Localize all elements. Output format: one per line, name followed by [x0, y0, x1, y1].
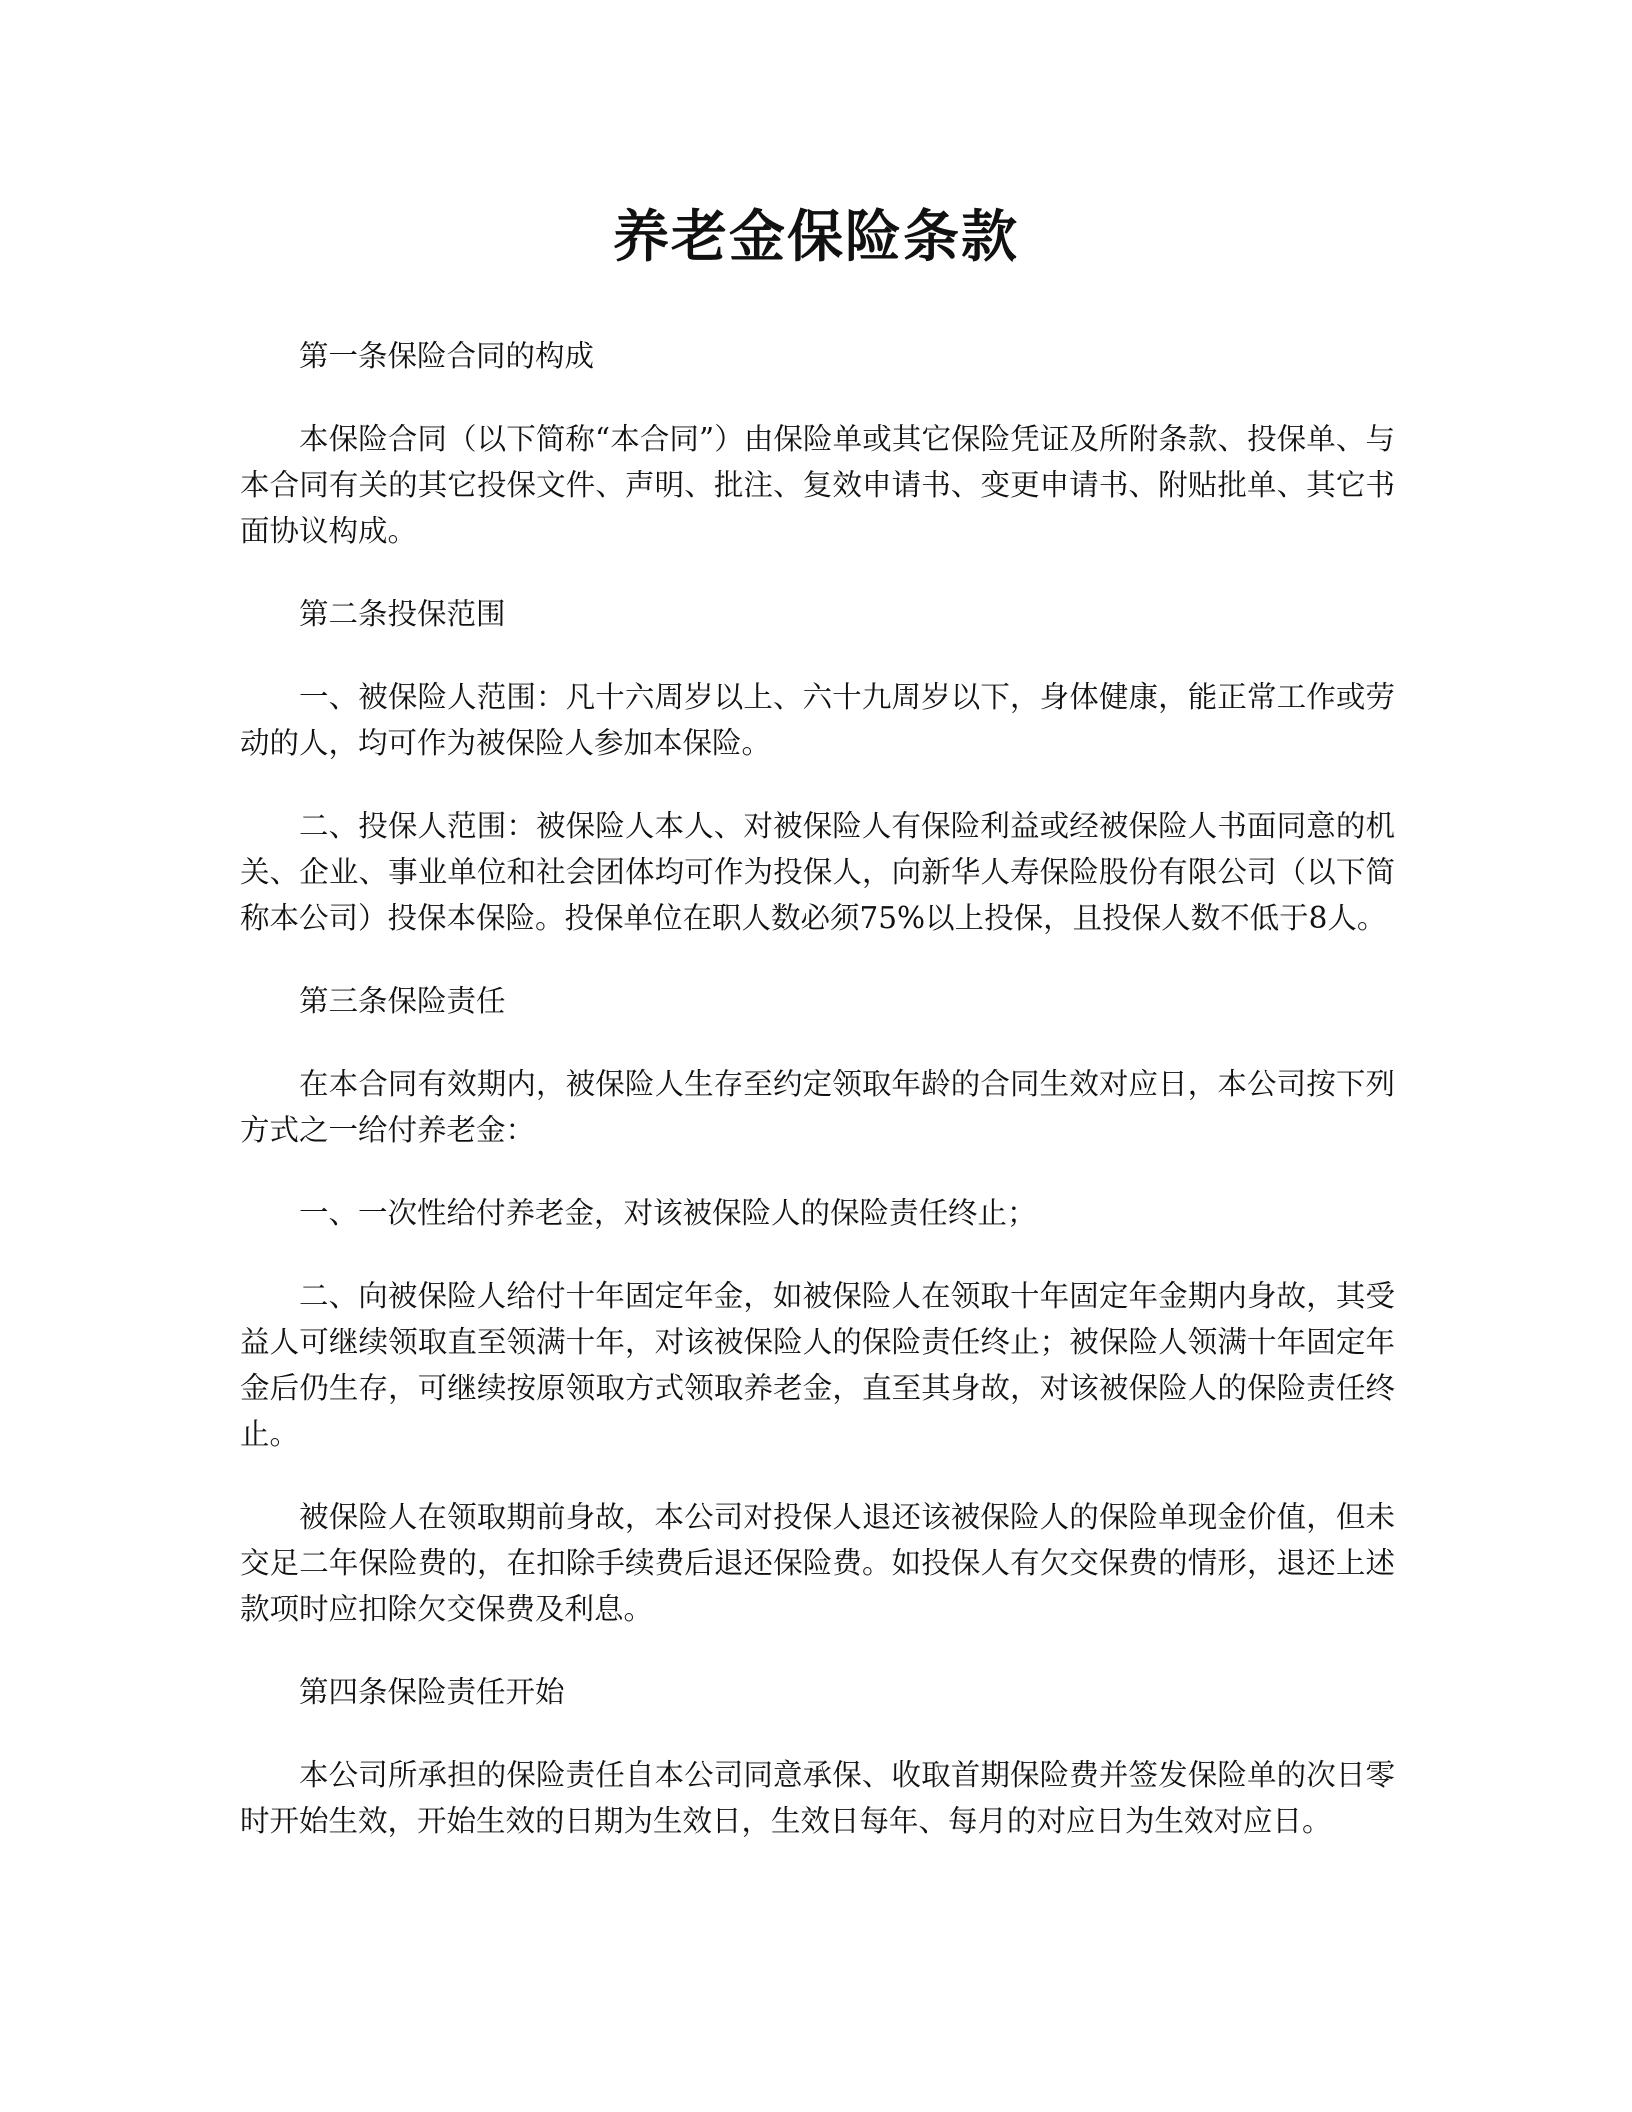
document-body [240, 333, 1395, 1881]
paragraph-fixed-annuity: 二、向被保险人给付十年固定年金，如被保险人在领取十年固定年金期内身故，其受益人可继续领取直至领满十年，对该被保险人的保险责任终止；被保险人领满十年固定年金后仍生存，可继续按原领取方式领取养老金，直至其身故，对该被保险人的保险责任终止。 [240, 1279, 1395, 1451]
section-heading-1: 第一条保险合同的构成 [299, 339, 595, 373]
section-heading-2: 第二条投保范围 [299, 597, 506, 631]
paragraph-lump-sum: 一、一次性给付养老金，对该被保险人的保险责任终止； [299, 1196, 1037, 1230]
section-heading-4: 第四条保险责任开始 [299, 1675, 565, 1709]
paragraph-liability-intro: 在本合同有效期内，被保险人生存至约定领取年龄的合同生效对应日，本公司按下列方式之一给付养老金： [240, 1067, 1395, 1147]
document-title: 养老金保险条款 [613, 204, 1019, 270]
paragraph-death-before-payout: 被保险人在领取期前身故，本公司对投保人退还该被保险人的保险单现金价值，但未交足二年保险费的，在扣除手续费后退还保险费。如投保人有欠交保费的情形，退还上述款项时应扣除欠交保费及利息。 [240, 1500, 1395, 1626]
paragraph-insured-scope: 一、被保险人范围：凡十六周岁以上、六十九周岁以下，身体健康，能正常工作或劳动的人，均可作为被保险人参加本保险。 [240, 680, 1395, 760]
paragraph-contract-composition: 本保险合同（以下简称“本合同”）由保险单或其它保险凭证及所附条款、投保单、与本合同有关的其它投保文件、声明、批注、复效申请书、变更申请书、附贴批单、其它书面协议构成。 [240, 422, 1395, 548]
section-heading-3: 第三条保险责任 [299, 984, 506, 1018]
paragraph-policyholder-scope: 二、投保人范围：被保险人本人、对被保险人有保险利益或经被保险人书面同意的机关、企业、事业单位和社会团体均可作为投保人，向新华人寿保险股份有限公司（以下简称本公司）投保本保险。投保单位在职人数必须75%以上投保，且投保人数不低于8人。 [240, 809, 1395, 935]
paragraph-coverage-start: 本公司所承担的保险责任自本公司同意承保、收取首期保险费并签发保险单的次日零时开始生效，开始生效的日期为生效日，生效日每年、每月的对应日为生效对应日。 [240, 1758, 1395, 1838]
